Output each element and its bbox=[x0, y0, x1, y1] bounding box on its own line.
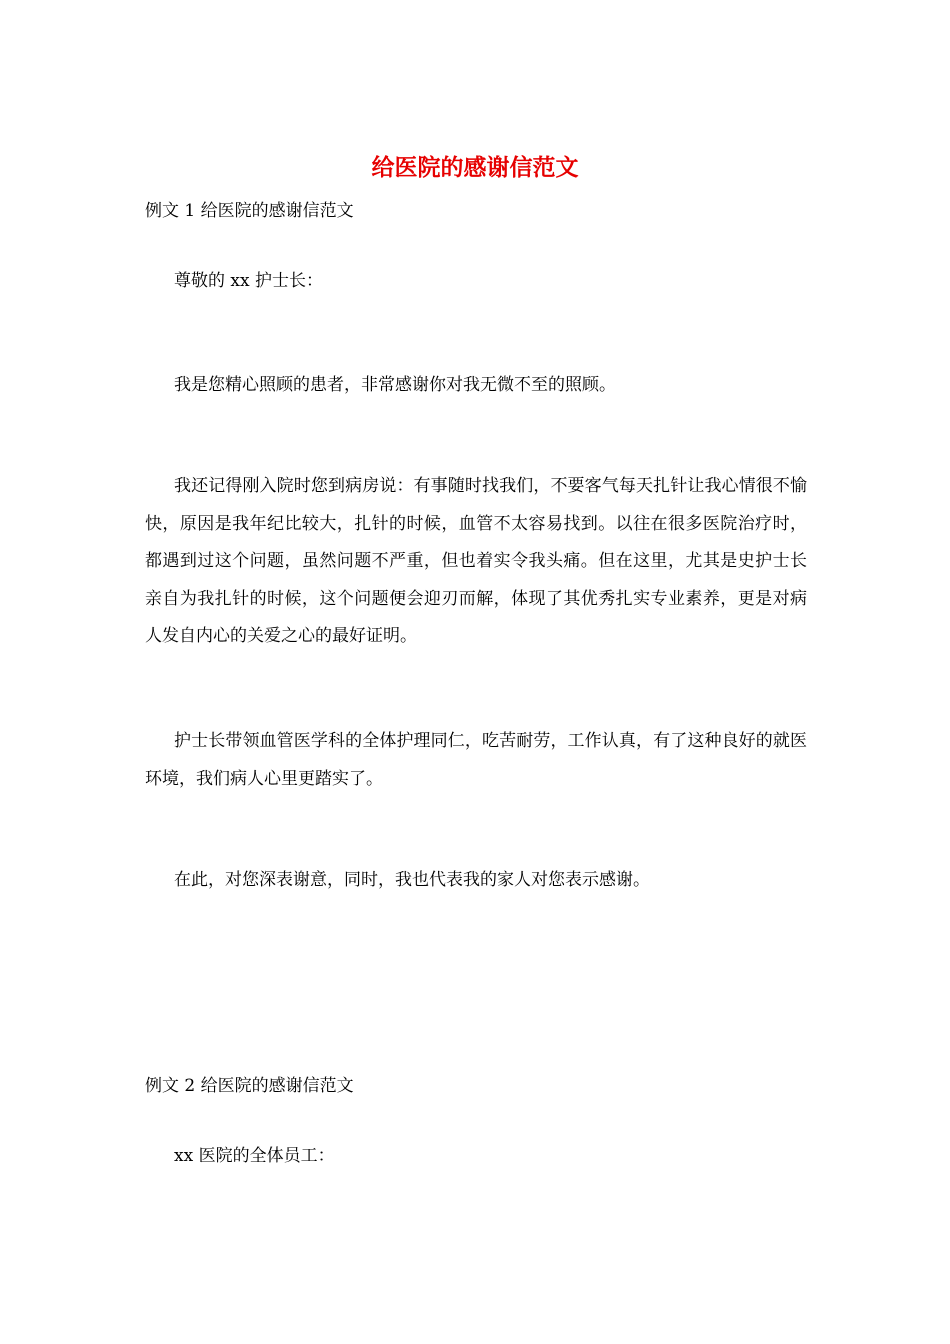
example1-paragraph-4: 在此，对您深表谢意，同时，我也代表我的家人对您表示感谢。 bbox=[174, 870, 650, 890]
example1-paragraph-1: 我是您精心照顾的患者，非常感谢你对我无微不至的照顾。 bbox=[174, 375, 616, 395]
example1-paragraph-3: 护士长带领血管医学科的全体护理同仁，吃苦耐劳，工作认真，有了这种良好的就医环境，我们病人心里更踏实了。 bbox=[145, 731, 807, 789]
example2-salutation: xx 医院的全体员工： bbox=[174, 1146, 335, 1166]
example2-heading: 例文 2 给医院的感谢信范文 bbox=[145, 1076, 354, 1096]
example1-heading: 例文 1 给医院的感谢信范文 bbox=[145, 201, 354, 221]
document-title: 给医院的感谢信范文 bbox=[371, 154, 579, 181]
example1-paragraph-2: 我还记得刚入院时您到病房说：有事随时找我们，不要客气每天扎针让我心情很不愉快，原因是我年纪比较大，扎针的时候，血管不太容易找到。以往在很多医院治疗时，都遇到过这个问题，虽然问题不严重，但也着实令我头痛。但在这里，尤其是史护士长亲自为我扎针的时候，这个问题便会迎刃而解，体现了其优秀扎实专业素养，更是对病人发自内心的关爱之心的最好证明。 bbox=[145, 476, 807, 647]
example1-salutation: 尊敬的 xx 护士长： bbox=[174, 271, 323, 291]
